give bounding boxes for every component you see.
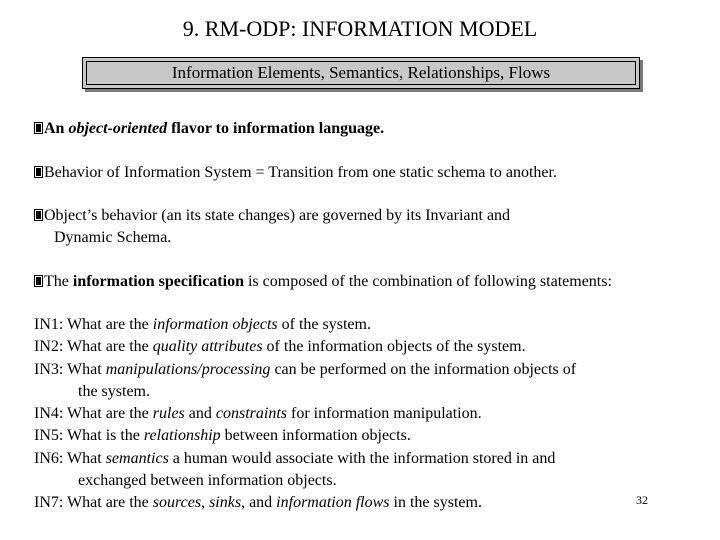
list-item: [34, 359, 674, 404]
item-text: IN7: What are the: [34, 494, 153, 512]
item-text: of the information objects of the system.: [262, 338, 526, 356]
item-emphasis: information flows: [276, 494, 390, 512]
bullet-item: [34, 205, 694, 249]
item-text: and: [184, 405, 216, 423]
subtitle-box: [82, 57, 640, 89]
bullet-item: [34, 118, 694, 140]
list-item: [34, 403, 674, 425]
slide-title: 9. RM-ODP: INFORMATION MODEL: [182, 16, 538, 41]
item-emphasis: quality attributes: [152, 338, 263, 356]
item-text: of the system.: [277, 316, 371, 333]
bullet-text-post: flavor to information language.: [167, 120, 385, 137]
bullet-square-icon: [34, 209, 43, 221]
item-continuation: exchanged between information objects.: [78, 472, 337, 490]
bullet-text-pre: The: [44, 273, 73, 290]
item-text: IN3: What: [34, 360, 106, 378]
list-item: [34, 314, 674, 336]
list-item: [34, 425, 674, 447]
item-text: a human would associate with the information stored in and: [168, 449, 556, 467]
bullet-square-icon: [34, 166, 43, 178]
item-text: between information objects.: [220, 427, 411, 445]
item-text: IN6: What: [34, 449, 106, 467]
item-emphasis: constraints: [215, 405, 287, 423]
list-item: [34, 336, 674, 358]
statement-list: [34, 314, 674, 515]
item-emphasis: rules: [152, 405, 185, 423]
item-text: IN2: What are the: [34, 338, 153, 356]
bullet-item: [34, 162, 694, 184]
bullet-text-line1: Object’s behavior (an its state changes) are governed by its Invariant and: [44, 207, 511, 224]
bullet-text-line2: Dynamic Schema.: [54, 229, 172, 246]
bullet-text-pre: An: [44, 120, 69, 137]
bullet-text-strong: information specification: [72, 273, 244, 290]
bullet-square-icon: [34, 122, 43, 134]
item-text: ,: [201, 494, 210, 512]
item-emphasis: sinks: [209, 494, 242, 512]
item-emphasis: sources: [152, 494, 202, 512]
item-text: , and: [241, 494, 277, 512]
item-emphasis: information objects: [152, 316, 278, 333]
item-emphasis: relationship: [143, 427, 221, 445]
bullet-text: Behavior of Information System = Transition from one static schema to another.: [44, 164, 557, 181]
item-emphasis: manipulations/processing: [105, 360, 271, 378]
page-number: 32: [636, 493, 648, 507]
item-emphasis: semantics: [105, 449, 169, 467]
list-item: [34, 448, 674, 493]
bullet-item: [34, 271, 694, 293]
item-text: IN5: What is the: [34, 427, 144, 445]
list-item: [34, 492, 674, 514]
item-text: IN1: What are the: [34, 316, 153, 333]
item-text: IN4: What are the: [34, 405, 153, 423]
item-text: can be performed on the information objects of: [270, 360, 577, 378]
item-text: in the system.: [389, 494, 482, 512]
bullet-text-emphasis: object-oriented: [68, 120, 168, 137]
subtitle-text: Information Elements, Semantics, Relationships, Flows: [86, 61, 636, 85]
item-text: for information manipulation.: [287, 405, 482, 423]
bullet-text-post: is composed of the combination of following statements:: [243, 273, 612, 290]
bullet-square-icon: [34, 275, 43, 287]
item-continuation: the system.: [78, 382, 150, 400]
